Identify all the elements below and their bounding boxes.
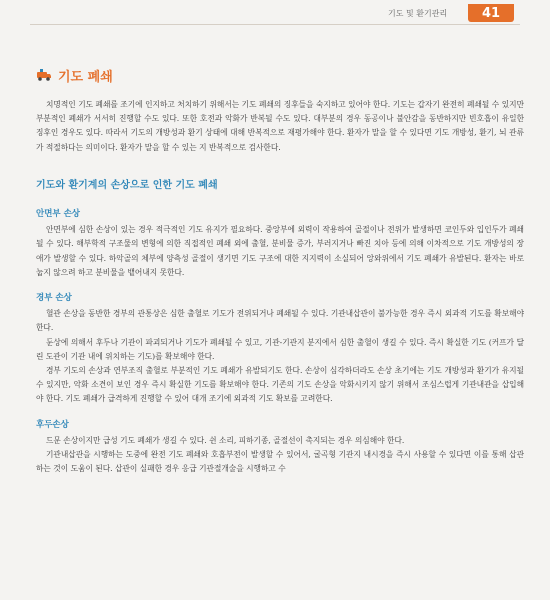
facial-injury-heading: 안면부 손상 bbox=[36, 209, 81, 220]
facial-injury-paragraph: 안면부에 심한 손상이 있는 경우 적극적인 기도 유지가 필요하다. 중앙부에 외력이 작용하여 골절이나 전위가 발생하면 코인두와 입인두가 폐쇄될 수 있다. 해부학적 구조물의 변형에 의한 직접적인 폐쇄 외에 출혈, 분비물 증가, 부러지거나 빠진 치아 등에 의해 이차적으로 기도 개방성의 장애가 발생할 수 있다. 하악골의 체부에 양측성 골절이 생기면 기도 구조에 대한 지지력이 소실되어 앙와위에서 기도 폐쇄가 유발된다. 환자는 바로 눕지 않으려 하고 분비물을 뱉어내지 못한다. bbox=[36, 225, 524, 277]
ambulance-icon bbox=[36, 68, 52, 82]
neck-injury-paragraph-3: 경부 기도의 손상과 연부조직 출혈로 부분적인 기도 폐쇄가 유발되기도 한다. 손상이 심각하더라도 손상 초기에는 기도 개방성과 환기가 유지될 수 있지만, 악화 소견이 보인 경우 즉시 확실한 기도를 확보해야 한다. 기존의 기도 손상을 악화시키지 않기 위해서 조심스럽게 기관내관을 삽입해야 한다. 기도 폐쇄가 급격하게 진행할 수 있어 대개 조기에 외과적 기도 확보를 고려한다. bbox=[36, 366, 524, 404]
intro-paragraph: 치명적인 기도 폐쇄를 조기에 인지하고 처치하기 위해서는 기도 폐쇄의 징후들을 숙지하고 있어야 한다. 기도는 갑자기 완전히 폐쇄될 수 있지만 부분적인 폐쇄가 서서히 진행할 수도 있다. 또한 호전과 악화가 반복될 수도 있다. 대부분의 경우 동공이나 불안감을 동반하지만 빈호흡이 유일한 징후인 경우도 있다. 따라서 기도의 개방성과 환기 상태에 대해 반복적으로 재평가해야 한다. 환자가 말을 할 수 있다면 기도 개방성, 환기, 뇌 관류가 적절하다는 의미이다. 환자가 말을 할 수 있는 지 반복적으로 검사한다. bbox=[36, 100, 524, 152]
neck-injury-heading: 경부 손상 bbox=[36, 293, 72, 304]
laryngeal-injury-paragraph-2: 기관내삽관을 시행하는 도중에 완전 기도 폐쇄와 호흡부전이 발생할 수 있어서, 굴곡형 기관지 내시경을 즉시 사용할 수 있다면 이를 통해 삽관하는 것이 도움이 된다. 삽관이 실패한 경우 응급 기관절개술을 시행하고 수 bbox=[36, 450, 524, 474]
laryngeal-injury-heading: 후두손상 bbox=[36, 419, 69, 430]
subsection-title: 기도와 환기계의 손상으로 인한 기도 폐쇄 bbox=[36, 179, 218, 191]
page-body bbox=[36, 98, 524, 476]
page-header bbox=[0, 0, 550, 32]
neck-injury-paragraph-2: 둔상에 의해서 후두나 기관이 파괴되거나 기도가 폐쇄될 수 있고, 기관-기관지 분지에서 심한 출혈이 생길 수 있다. 즉시 확실한 기도 (커프가 달린 도관이 기관 내에 위치하는 기도)를 확보해야 한다. bbox=[36, 337, 524, 361]
header-divider bbox=[30, 24, 520, 25]
section-heading bbox=[36, 64, 113, 86]
neck-injury-paragraph-1: 혈관 손상을 동반한 경부의 관통상은 심한 출혈로 기도가 전위되거나 폐쇄될 수 있다. 기관내삽관이 불가능한 경우 즉시 외과적 기도를 확보해야 한다. bbox=[36, 309, 524, 333]
section-title: 기도 폐쇄 bbox=[58, 69, 113, 85]
running-title: 기도 및 환기관리 bbox=[388, 9, 448, 18]
page-number: 41 bbox=[468, 4, 514, 22]
laryngeal-injury-paragraph-1: 드문 손상이지만 급성 기도 폐쇄가 생길 수 있다. 쉰 소리, 피하기종, 골절선이 촉지되는 경우 의심해야 한다. bbox=[46, 435, 405, 445]
